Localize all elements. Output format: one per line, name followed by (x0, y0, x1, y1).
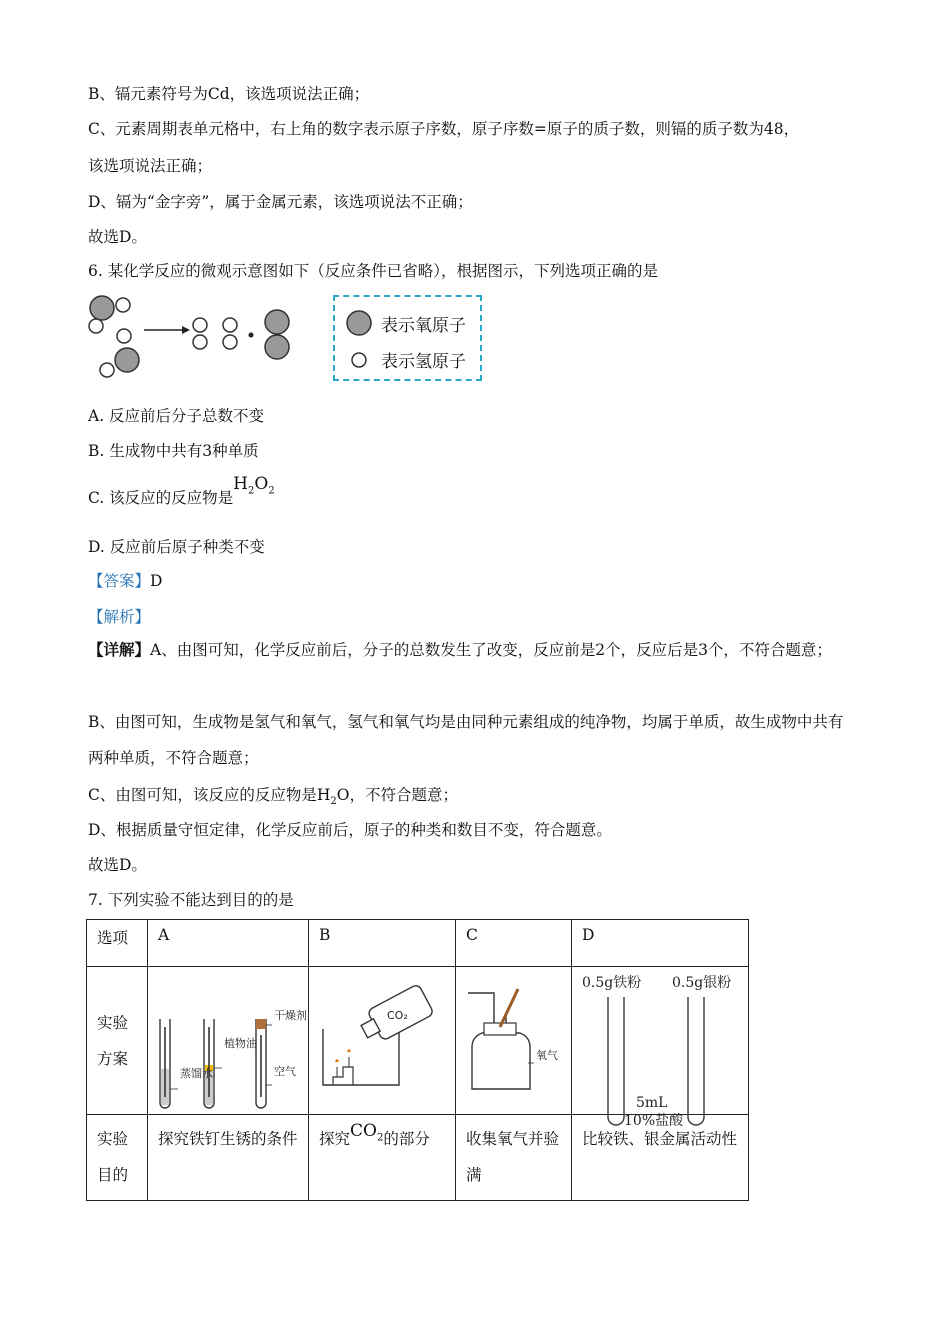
label-co2: CO₂ (387, 1009, 408, 1022)
answer-value: D (150, 572, 163, 590)
label-acid-volume: 5mL (636, 1095, 668, 1111)
goal-b (309, 1115, 456, 1201)
label-vegetable-oil: 植物油 (224, 1037, 257, 1050)
oxygen-atom-icon (345, 309, 373, 337)
hydrogen-atom (223, 318, 237, 332)
row-label-plan: 实验方案 (87, 967, 148, 1115)
hydrogen-atom (223, 335, 237, 349)
detail-a (88, 632, 858, 668)
detail-c-suffix: O，不符合题意； (336, 786, 458, 804)
detail-d: D、根据质量守恒定律，化学反应前后，原子的种类和数目不变，符合题意。 (88, 821, 612, 839)
figure-cell-b (309, 967, 456, 1115)
goal-b-suffix: 的部分 (383, 1130, 430, 1148)
row-label-goal: 实验目的 (87, 1115, 148, 1201)
detail-a-text: A、由图可知，化学反应前后，分子的总数发生了改变，反应前是2个，反应后是3个，不符合题意； (150, 641, 832, 659)
option-a: A. 反应前后分子总数不变 (88, 407, 265, 425)
label-silver-powder: 0.5g银粉 (672, 975, 732, 991)
hydrogen-atom (193, 318, 207, 332)
option-c-text: C. 该反应的反应物是 (88, 489, 234, 507)
co2-pouring-figure (309, 967, 455, 1114)
legend-hydrogen (345, 347, 466, 372)
table-row-plan (87, 967, 749, 1115)
label-distilled-water: 蒸馏水 (180, 1067, 213, 1080)
label-iron-powder: 0.5g铁粉 (582, 975, 642, 991)
analysis-label: 【解析】 (88, 608, 151, 626)
header-cell: B (309, 920, 456, 967)
option-d-explanation: D、镉为“金字旁”，属于金属元素，该选项说法不正确； (88, 193, 473, 211)
formula-h: H (233, 474, 248, 494)
label-oxygen: 氧气 (536, 1049, 558, 1062)
option-c-explanation-cont: 该选项说法正确； (88, 157, 213, 175)
goal-c: 收集氧气并验满 (456, 1115, 572, 1201)
option-d: D. 反应前后原子种类不变 (88, 538, 265, 556)
header-cell: A (148, 920, 309, 967)
hydrogen-atom (193, 335, 207, 349)
table-header-row (87, 920, 749, 967)
label-acid-name: 10%盐酸 (624, 1113, 684, 1129)
figure-cell-c (456, 967, 572, 1115)
formula-h2o2 (233, 474, 275, 497)
legend-box (333, 295, 482, 381)
label-air: 空气 (274, 1065, 296, 1078)
oxygen-atom (115, 348, 139, 372)
hydrogen-atom (89, 319, 103, 333)
gas-collection-figure (456, 967, 571, 1114)
figure-cell-a (148, 967, 309, 1115)
goal-a: 探究铁钉生锈的条件 (148, 1115, 309, 1201)
detail-b: B、由图可知，生成物是氢气和氧气，氢气和氧气均是由同种元素组成的纯净物，均属于单质，故生成物中共有两种单质，不符合题意； (88, 713, 844, 767)
answer-label: 【答案】 (88, 572, 151, 590)
metal-activity-figure (572, 967, 748, 1129)
formula-o: O (254, 474, 269, 494)
detail-label: 【详解】 (88, 640, 151, 659)
hydrogen-atom-icon (345, 350, 373, 370)
option-c-explanation: C、元素周期表单元格中，右上角的数字表示原子序数，原子序数=原子的质子数，则镉的质子数为48， (88, 120, 800, 138)
hydrogen-atom (116, 298, 130, 312)
question7-stem: 7. 下列实验不能达到目的的是 (88, 891, 294, 909)
detail-c-prefix: C、由图可知，该反应的反应物是H (88, 786, 331, 804)
separator-dot (249, 333, 254, 338)
detail-c (88, 783, 458, 807)
option-b: B. 生成物中共有3种单质 (88, 442, 259, 460)
question5-conclusion: 故选D。 (88, 228, 147, 246)
legend-oxygen-label: 表示氧原子 (381, 315, 466, 336)
answer-line (88, 569, 162, 591)
label-desiccant: 干燥剂 (274, 1009, 307, 1022)
legend-oxygen (345, 309, 466, 337)
table-row-goal (87, 1115, 749, 1201)
detail-c-sub: 2 (330, 796, 337, 808)
experiment-table (86, 919, 749, 1201)
figure-cell-d (572, 967, 749, 1129)
option-b-explanation: B、镉元素符号为Cd，该选项说法正确； (88, 85, 370, 103)
goal-d: 比较铁、银金属活动性 (572, 1115, 749, 1201)
question6-conclusion: 故选D。 (88, 856, 147, 874)
hydrogen-atom (100, 363, 114, 377)
legend-hydrogen-label: 表示氢原子 (381, 352, 466, 372)
hydrogen-atom (117, 329, 131, 343)
header-cell: D (572, 920, 749, 967)
oxygen-atom (90, 296, 114, 320)
question6-stem: 6. 某化学反应的微观示意图如下（反应条件已省略），根据图示，下列选项正确的是 (88, 262, 658, 280)
oxygen-atom (265, 310, 289, 334)
rust-experiment-figure (148, 967, 308, 1114)
formula-sub: 2 (268, 485, 275, 497)
goal-b-formula: $CO_2$ (350, 1121, 384, 1144)
header-cell: 选项 (87, 920, 148, 967)
header-cell: C (456, 920, 572, 967)
formula-sub: 2 (248, 485, 255, 497)
oxygen-atom (265, 335, 289, 359)
goal-b-prefix: 探究 (319, 1130, 351, 1148)
option-c (88, 474, 275, 510)
